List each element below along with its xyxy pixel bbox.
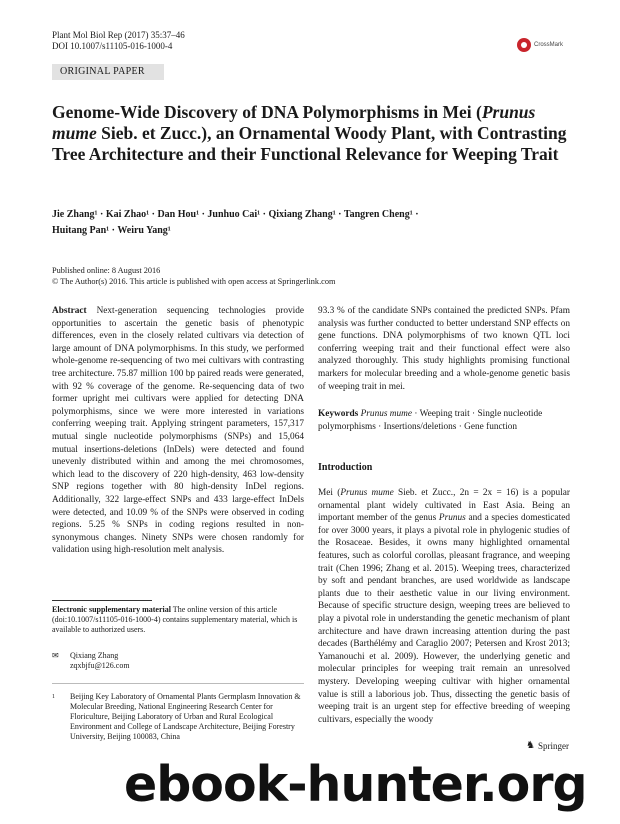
esm-text: The online version of this article (doi:10.1007/s11105-016-1000-4) contains supplementary material, which is available to authorized users. [52,605,298,634]
abstract-continued: 93.3 % of the candidate SNPs contained the predicted SNPs. Pfam analysis was further conducted to better understand SNP effects on gene functions. DNA polymorphisms of two known QTL loci conferring weeping trait and their functional effect were also analyzed thoroughly. This study highlights promising functional markers for molecular breeding and a whole-genome genetic basis of weeping trait in mei. [318,306,570,392]
footnote-divider [52,600,152,601]
keywords-rest: · Weeping trait · Single nucleotide polymorphisms · Insertions/deletions · Gene function [318,409,543,432]
affiliation [52,692,304,742]
esm-label: Electronic supplementary material [52,605,171,614]
keywords-label: Keywords [318,409,359,419]
affiliation-number: 1 [52,694,55,700]
published-date: Published online: 8 August 2016 [52,266,161,275]
corresponding-author: Qixiang Zhang [70,651,119,660]
title-species: Prunus mume [52,102,536,143]
crossmark-icon [517,38,531,52]
crossmark-badge[interactable] [517,38,563,52]
corresponding-email[interactable]: zqxbjfu@126.com [70,661,130,670]
introduction-heading: Introduction [318,462,373,473]
paper-title [52,102,572,165]
publication-info [52,266,452,287]
keywords [318,408,570,433]
section-tag: ORIGINAL PAPER [52,64,164,80]
mail-icon: ✉ [52,651,59,660]
abstract [52,305,304,557]
doi: DOI 10.1007/s11105-016-1000-4 [52,41,173,51]
publisher-name: Springer [537,740,569,751]
journal-citation: Plant Mol Biol Rep (2017) 35:37–46 [52,30,185,40]
supplementary-note [52,605,304,635]
intro-text-c: and a species domesticated for over 3000 years, it plays a pivotal role in phylogenic studies of the Rosaceae. Besides, it owns many highlighted ornamental features, such as colorful corollas, pleasant fragrance, and weeping trait (Chen 1996; Zhang et al. 2015). Weeping trees, characterized by soft and pendant branches, are used worldwide as landscape plants due to their aesthetic value in our living environment. Because of specific structure design, weeping trees are believed to play a pivotal role in understanding the genetic mechanism of plant architecture and have drawn increasing attention during the past decades (Barthélémy and Caraglio 2007; Petersen and Krost 2013; Yamanouchi et al. 2009). However, the underlying genetic and molecular principles for weeping trait remain an unresolved mystery. Developing weeping cultivar with higher ornamental value is still a laborious job. Thus, dissecting the genetic basis of weeping trait is an urgent step for effective breeding of weeping cultivars, especially the woody [318,513,570,725]
intro-genus: Prunus [438,513,466,524]
introduction-body [318,487,570,726]
keyword-first: Prunus mume [360,409,413,419]
copyright-notice: © The Author(s) 2016. This article is published with open access at Springerlink.com [52,276,336,286]
watermark: ebook-hunter.org [124,756,587,813]
intro-text-a: Mei ( [318,488,341,498]
abstract-text: Next-generation sequencing technologies provide opportunities to ascertain the genetic basis of phenotypic differences, even in the closely related cultivars via detection of large amount of DNA polymorphisms. In this study, we performed whole-genome re-sequencing of two mei cultivars with contrasting tree architecture. 75.87 million 100 bp paired reads were generated, with 92 % coverage of the genome. Re-sequencing data of two former upright mei cultivars were applied for detecting DNA polymorphisms, since we were more interested in variations conferring weeping trait. Applying stringent parameters, 157,317 mutual single nucleotide polymorphisms (SNPs) and 15,064 mutual insertions-deletions (InDels) were detected and found unevenly distributed within and among the mei chromosomes, which lead to the discovery of 220 high-density, 463 low-density SNP regions together with 80 high-density InDel regions. Additionally, 322 large-effect SNPs and 433 large-effect InDels were detected, and 10.09 % of the SNPs were observed in coding regions. 5.25 % SNPs in coding regions resulted in non-synonymous changes. Ninety SNPs were chosen randomly for validation using high-resolution melt analysis. [52,306,304,556]
affiliation-text: Beijing Key Laboratory of Ornamental Plants Germplasm Innovation & Molecular Breeding, National Engineering Research Center for Floriculture, Beijing Laboratory of Urban and Rural Ecological Environment and College of Landscape Architecture, Beijing Forestry University, Beijing 100083, China [70,692,301,741]
intro-text-b: Sieb. et Zucc., 2n = 2x = 16) is a popular ornamental plant widely cultivated in East Asia. Being an important member of the genus [318,488,571,524]
author-line-2: Huitang Pan¹ · Weiru Yang¹ [52,225,171,236]
intro-species: Prunus mume [340,488,394,498]
abstract-label: Abstract [52,306,87,316]
author-line-1: Jie Zhang¹ · Kai Zhao¹ · Dan Hou¹ · Junhuo Cai¹ · Qixiang Zhang¹ · Tangren Cheng¹ · [52,209,419,220]
springer-horse-icon: ♞ [526,740,535,751]
title-part-2: Sieb. et Zucc.), an Ornamental Woody Plant, with Contrasting Tree Architecture and their Functional Relevance for Weeping Trait [52,123,567,164]
correspondence [52,651,304,671]
affiliation-divider [52,683,304,684]
publisher-logo [526,740,569,751]
author-list [52,207,572,239]
crossmark-label: CrossMark [534,42,564,48]
title-part-1: Genome-Wide Discovery of DNA Polymorphisms in Mei ( [52,102,482,122]
journal-header [52,30,185,52]
